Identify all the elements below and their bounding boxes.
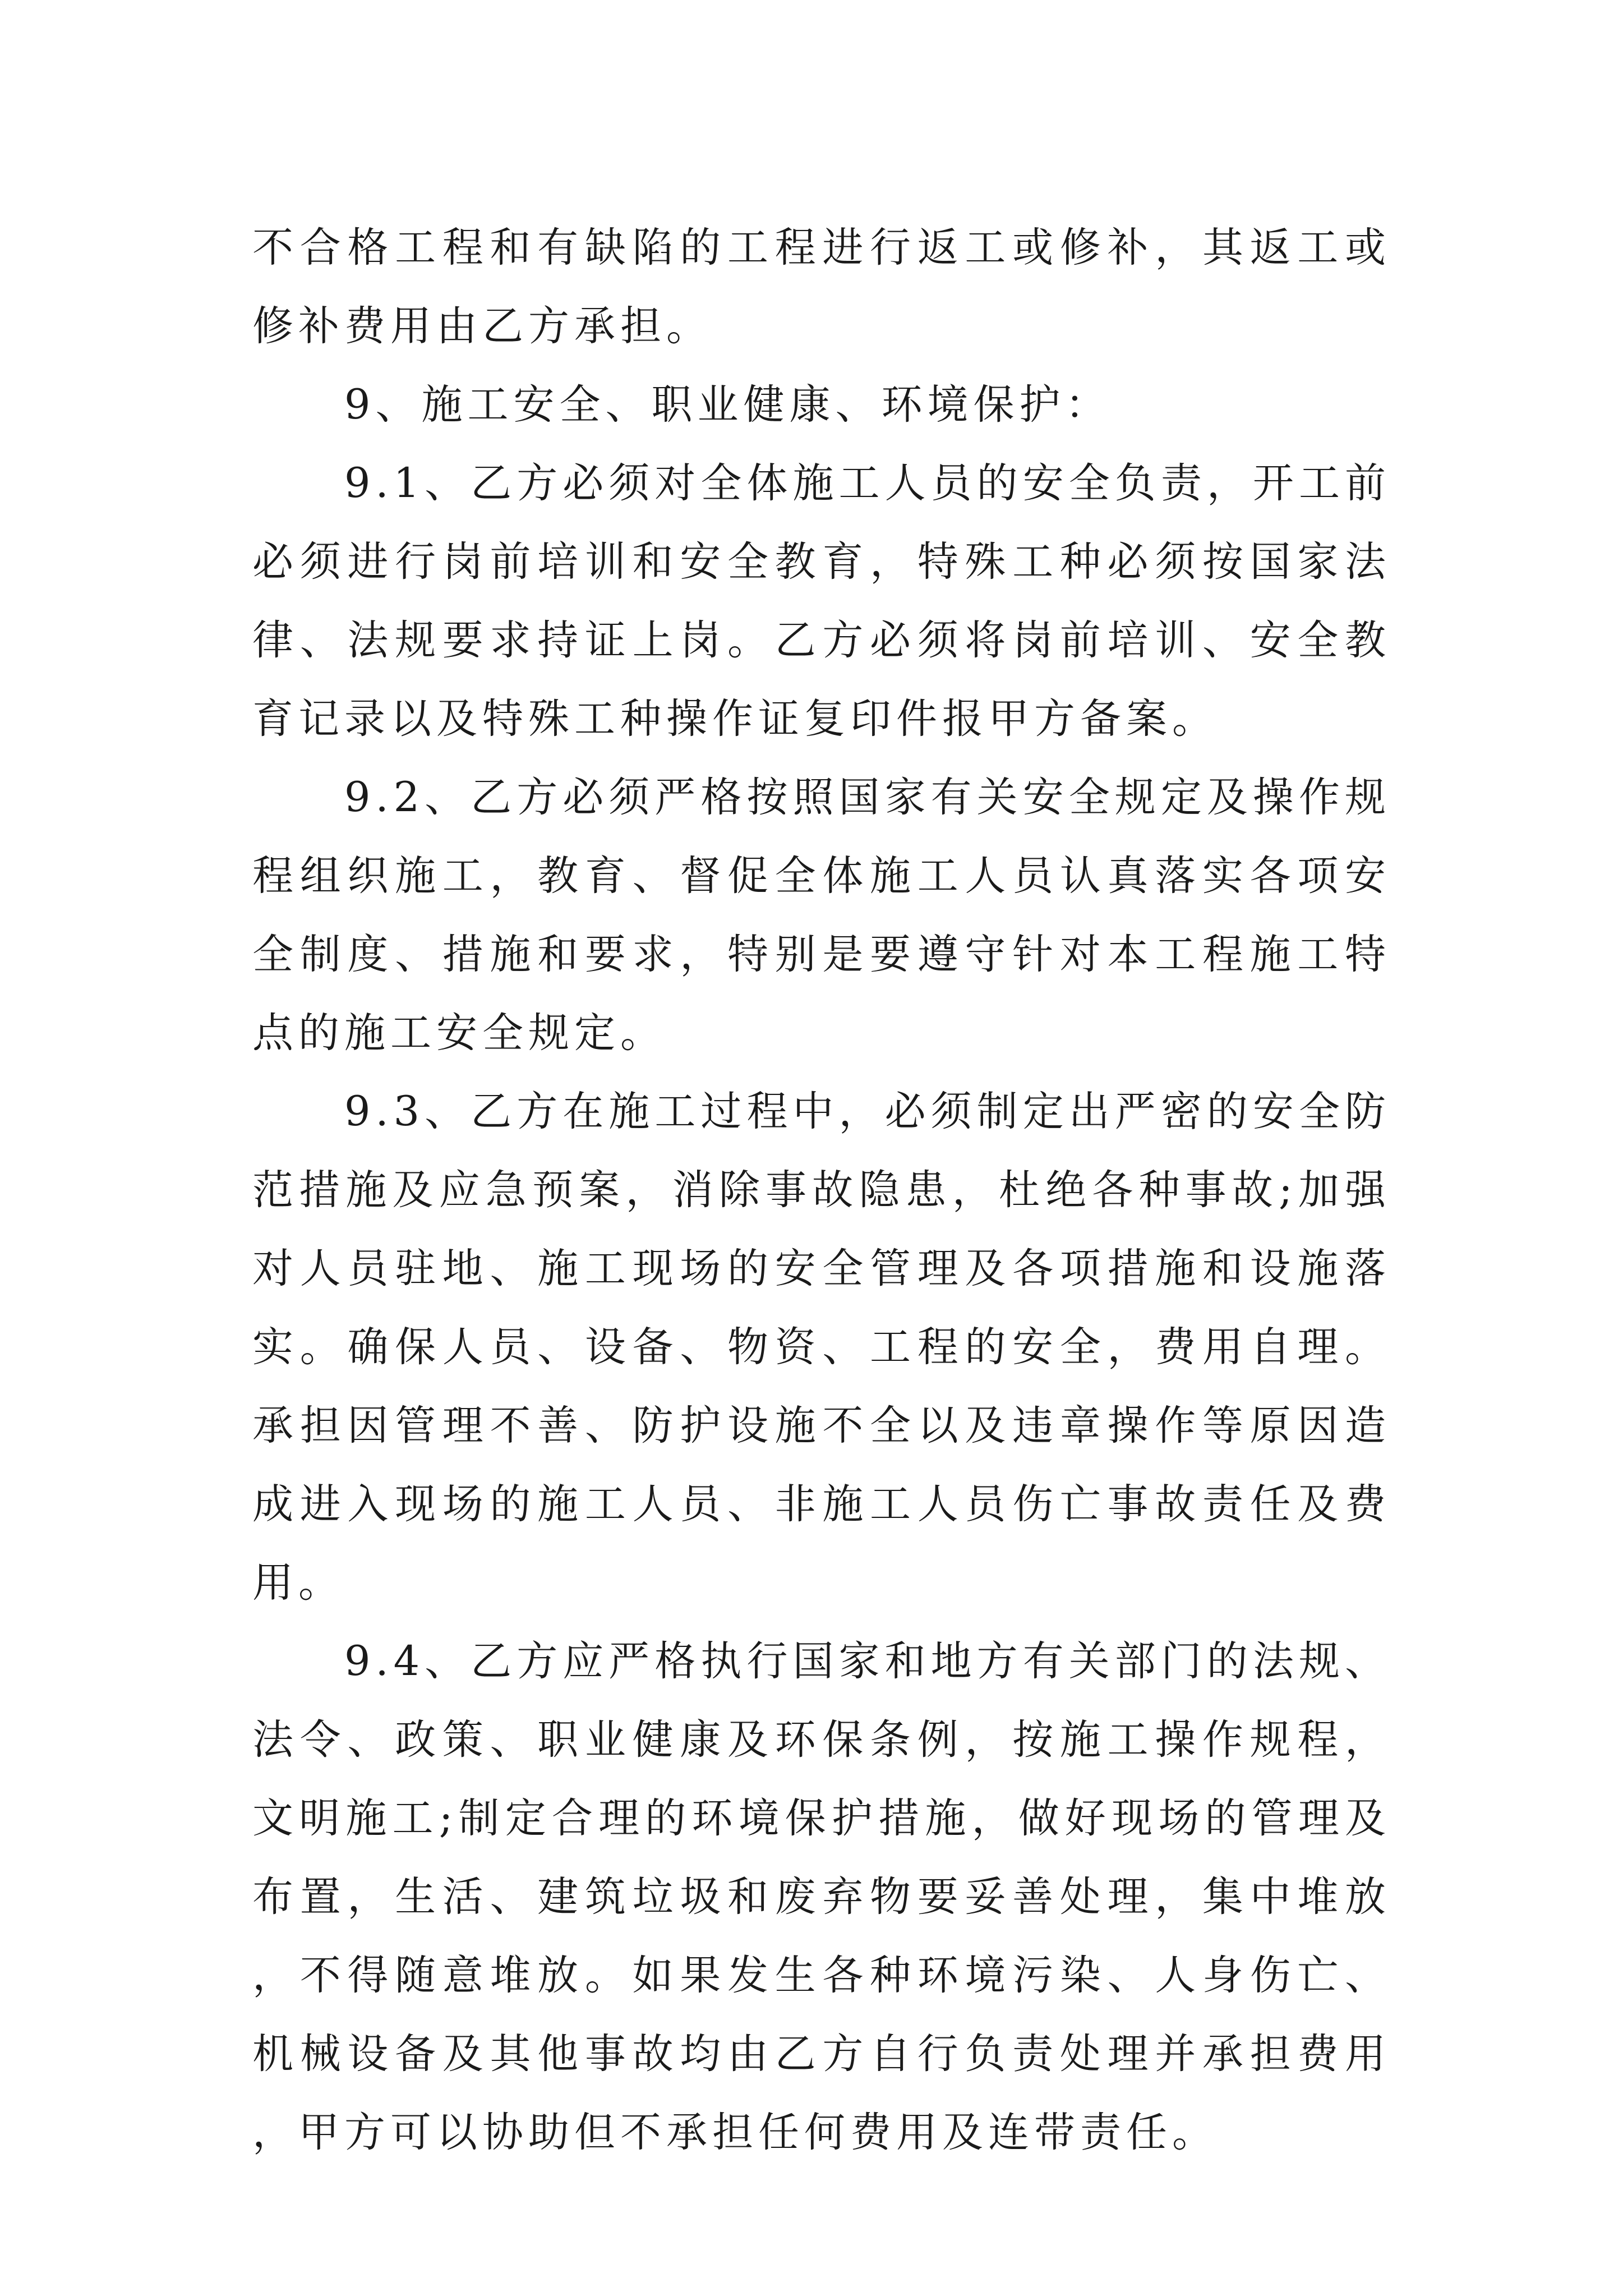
clause-9-1: 9.1、乙方必须对全体施工人员的安全负责，开工前必须进行岗前培训和安全教育，特殊工种必须按国家法律、法规要求持证上岗。乙方必须将岗前培训、安全教育记录以及特殊工种操作证复印件报甲方备案。 [252,459,1391,743]
paragraph-continuation: 不合格工程和有缺陷的工程进行返工或修补，其返工或修补费用由乙方承担。 [252,224,1391,350]
section-heading-9: 9、施工安全、职业健康、环境保护： [344,381,1112,429]
document-body [252,209,1391,2172]
clause-9-4: 9.4、乙方应严格执行国家和地方有关部门的法规、法令、政策、职业健康及环保条例，按施工操作规程，文明施工;制定合理的环境保护措施，做好现场的管理及布置，生活、建筑垃圾和废弃物要妥善处理，集中堆放，不得随意堆放。如果发生各种环境污染、人身伤亡、机械设备及其他事故均由乙方自行负责处理并承担费用，甲方可以协助但不承担任何费用及连带责任。 [252,1637,1391,2156]
clause-9-3: 9.3、乙方在施工过程中，必须制定出严密的安全防范措施及应急预案，消除事故隐患，杜绝各种事故;加强对人员驻地、施工现场的安全管理及各项措施和设施落实。确保人员、设备、物资、工程的安全，费用自理。承担因管理不善、防护设施不全以及违章操作等原因造成进入现场的施工人员、非施工人员伤亡事故责任及费用。 [252,1088,1391,1607]
clause-9-2: 9.2、乙方必须严格按照国家有关安全规定及操作规程组织施工，教育、督促全体施工人员认真落实各项安全制度、措施和要求，特别是要遵守针对本工程施工特点的施工安全规定。 [252,774,1391,1057]
